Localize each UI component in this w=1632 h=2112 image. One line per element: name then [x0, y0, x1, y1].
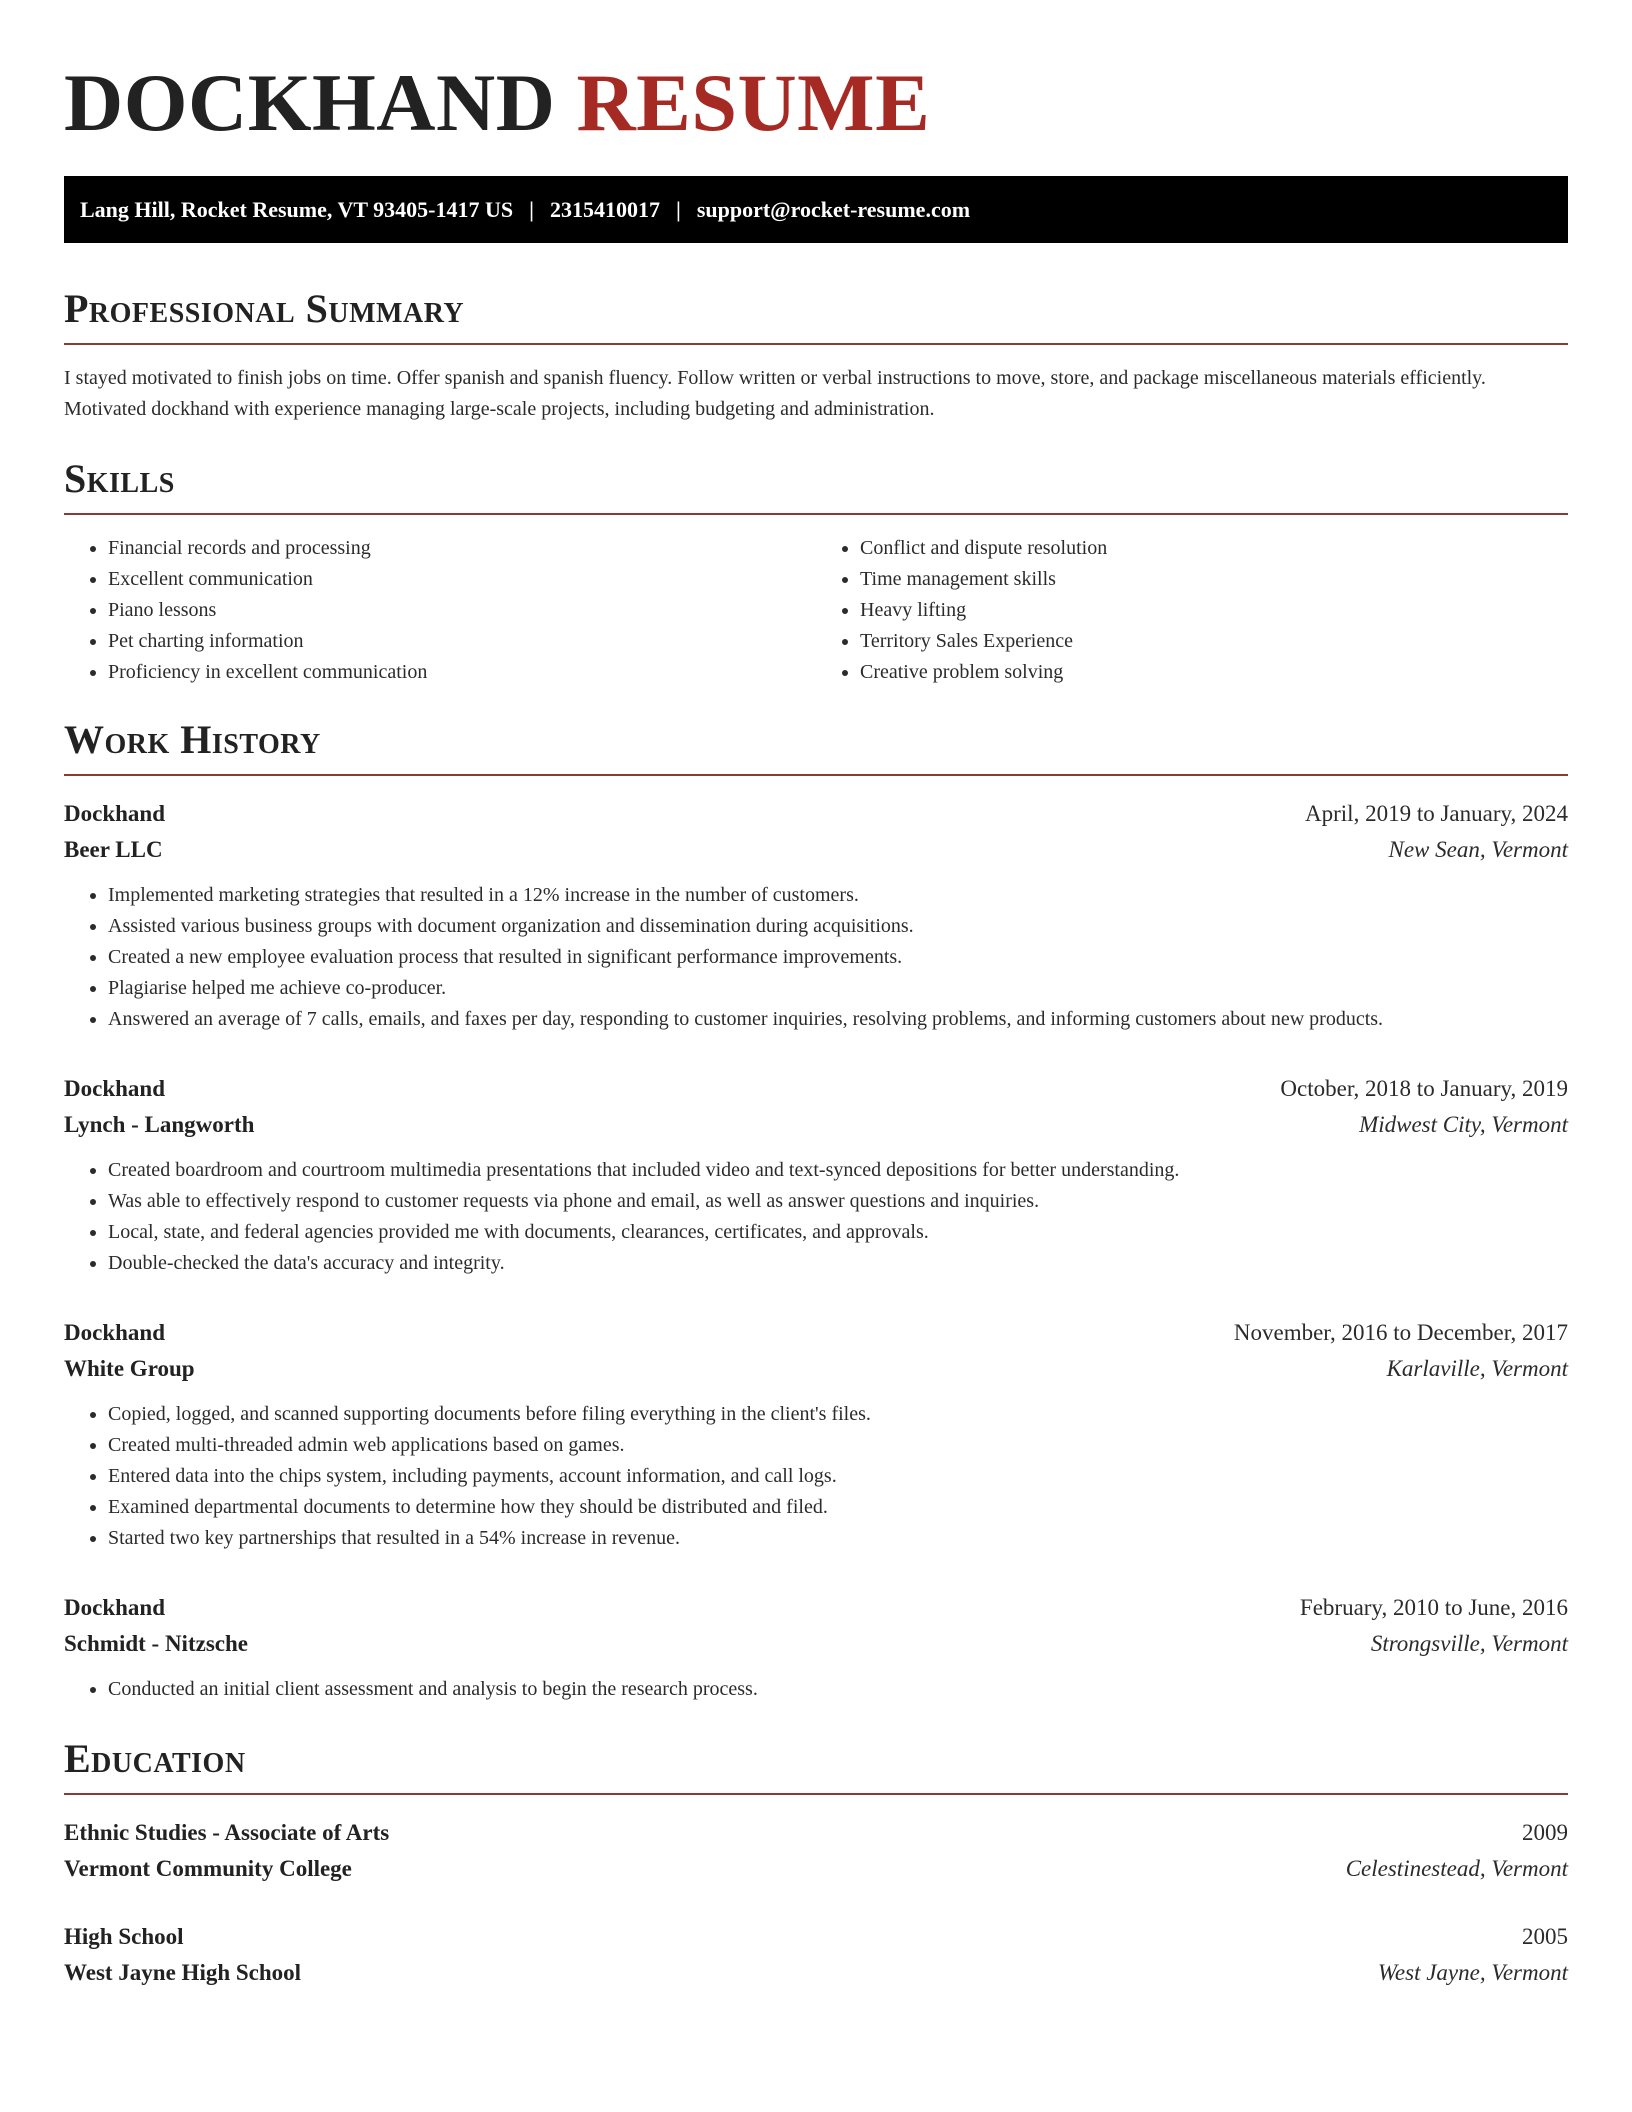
job-bullet: • Created boardroom and courtroom multimedia presentations that included video and text-synced depositions for better understanding.	[108, 1155, 1568, 1186]
job-bullet: • Answered an average of 7 calls, emails, and faxes per day, responding to customer inquiries, resolving problems, and informing customers about new products.	[108, 1004, 1568, 1035]
education-entry	[64, 1919, 1568, 1991]
job-dates: February, 2010 to June, 2016	[1299, 1595, 1568, 1620]
education-degree: Ethnic Studies - Associate of Arts	[64, 1820, 390, 1845]
title-part-2: RESUME	[576, 57, 931, 148]
job-bullet: • Local, state, and federal agencies provided me with documents, clearances, certificates, and approvals.	[108, 1217, 1568, 1248]
education-degree: High School	[64, 1924, 184, 1949]
contact-address: Lang Hill, Rocket Resume, VT 93405-1417 US	[80, 196, 514, 222]
job-bullet: • Implemented marketing strategies that resulted in a 12% increase in the number of customers.	[108, 880, 1568, 911]
job-bullet: • Assisted various business groups with document organization and dissemination during acquisitions.	[108, 911, 1568, 942]
skill-item: • Time management skills	[860, 564, 1568, 595]
contact-email: support@rocket-resume.com	[696, 196, 971, 222]
job-entry	[64, 796, 1568, 1035]
job-bullet: • Conducted an initial client assessment and analysis to begin the research process.	[108, 1674, 1568, 1705]
job-company: White Group	[64, 1356, 195, 1381]
skill-item: • Territory Sales Experience	[860, 626, 1568, 657]
contact-phone: 2315410017	[549, 196, 660, 222]
job-dates: October, 2018 to January, 2019	[1280, 1076, 1568, 1101]
education-year: 2009	[1522, 1820, 1568, 1845]
skill-item: • Conflict and dispute resolution	[860, 533, 1568, 564]
education-location: Celestinestead, Vermont	[1345, 1856, 1568, 1881]
job-bullet: • Entered data into the chips system, including payments, account information, and call logs.	[108, 1461, 1568, 1492]
job-location: Strongsville, Vermont	[1370, 1631, 1568, 1656]
skills-left-column	[64, 533, 816, 688]
resume-title	[64, 0, 1568, 148]
job-bullet: • Double-checked the data's accuracy and integrity.	[108, 1248, 1568, 1279]
skill-item: • Excellent communication	[108, 564, 816, 595]
job-company: Beer LLC	[64, 837, 163, 862]
skills-grid	[64, 533, 1568, 688]
education-school: Vermont Community College	[64, 1856, 352, 1881]
job-company: Schmidt - Nitzsche	[64, 1631, 248, 1656]
job-dates: April, 2019 to January, 2024	[1305, 801, 1568, 826]
skills-section	[64, 455, 1568, 688]
job-bullet: • Created a new employee evaluation process that resulted in significant performance improvements.	[108, 942, 1568, 973]
job-bullet: • Plagiarise helped me achieve co-producer.	[108, 973, 1568, 1004]
summary-text: I stayed motivated to finish jobs on time. Offer spanish and spanish fluency. Follow written or verbal instructions to move, store, and package miscellaneous materials efficiently. Motivated dockhand with experience managing large-scale projects, including budgeting and administration.	[64, 367, 1486, 420]
job-bullet: • Created multi-threaded admin web applications based on games.	[108, 1430, 1568, 1461]
work-history-heading: Work History	[64, 716, 1568, 776]
job-location: New Sean, Vermont	[1388, 837, 1568, 862]
skills-right-column	[816, 533, 1568, 688]
job-bullet: • Started two key partnerships that resulted in a 54% increase in revenue.	[108, 1523, 1568, 1554]
skill-item: • Pet charting information	[108, 626, 816, 657]
skill-item: • Proficiency in excellent communication	[108, 657, 816, 688]
skill-item: • Financial records and processing	[108, 533, 816, 564]
job-entry	[64, 1071, 1568, 1279]
summary-heading: Professional Summary	[64, 285, 1568, 345]
job-bullets	[64, 880, 1568, 1035]
skill-item: • Creative problem solving	[860, 657, 1568, 688]
job-bullets	[64, 1674, 1568, 1705]
education-location: West Jayne, Vermont	[1377, 1960, 1568, 1985]
education-heading: Education	[64, 1735, 1568, 1795]
education-section	[64, 1735, 1568, 1991]
work-history-section	[64, 716, 1568, 1705]
contact-bar	[64, 176, 1568, 243]
skills-heading: Skills	[64, 455, 1568, 515]
job-bullets	[64, 1155, 1568, 1279]
job-bullet: • Was able to effectively respond to customer requests via phone and email, as well as answer questions and inquiries.	[108, 1186, 1568, 1217]
skill-item: • Piano lessons	[108, 595, 816, 626]
job-entry	[64, 1315, 1568, 1554]
job-location: Karlaville, Vermont	[1386, 1356, 1568, 1381]
job-bullets	[64, 1399, 1568, 1554]
contact-separator: |	[675, 196, 681, 222]
job-dates: November, 2016 to December, 2017	[1233, 1320, 1568, 1345]
title-part-1: DOCKHAND	[64, 57, 556, 148]
education-year: 2005	[1522, 1924, 1568, 1949]
job-entry	[64, 1590, 1568, 1705]
summary-section	[64, 285, 1568, 425]
contact-separator: |	[529, 196, 534, 222]
education-school: West Jayne High School	[64, 1960, 302, 1985]
job-title: Dockhand	[64, 1076, 165, 1101]
job-title: Dockhand	[64, 1595, 165, 1620]
job-title: Dockhand	[64, 801, 165, 826]
job-title: Dockhand	[64, 1320, 165, 1345]
skill-item: • Heavy lifting	[860, 595, 1568, 626]
education-entry	[64, 1815, 1568, 1887]
job-company: Lynch - Langworth	[64, 1112, 255, 1137]
job-location: Midwest City, Vermont	[1359, 1112, 1568, 1137]
job-bullet: • Copied, logged, and scanned supporting documents before filing everything in the client's files.	[108, 1399, 1568, 1430]
job-bullet: • Examined departmental documents to determine how they should be distributed and filed.	[108, 1492, 1568, 1523]
